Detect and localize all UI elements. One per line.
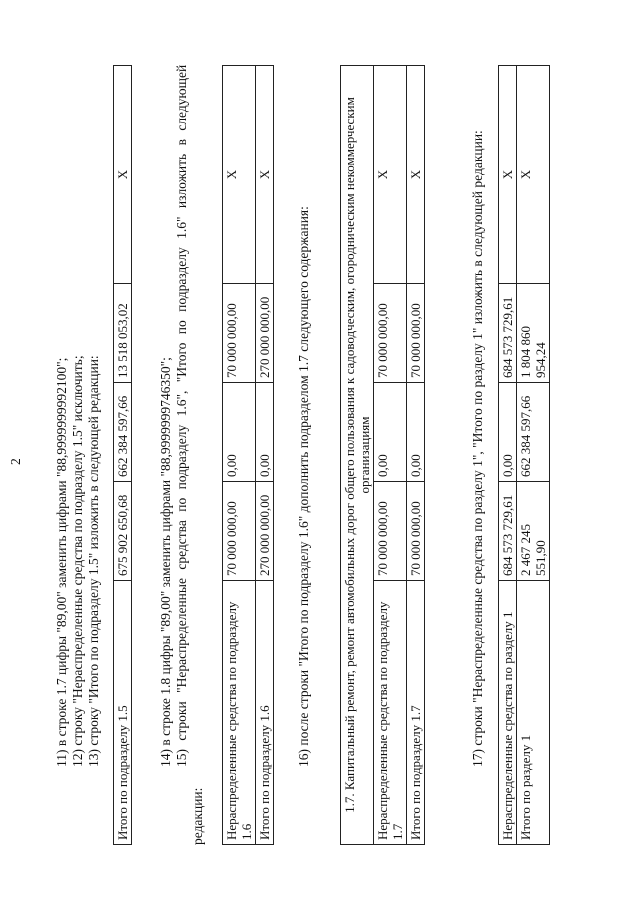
item-17: 17) строки "Нераспределенные средства по разделу 1", "Итого по разделу 1" изложить в следующей редакции: [470, 130, 485, 767]
cell-value-1: 70 000 000,00 [407, 482, 425, 581]
table-row [374, 66, 407, 845]
cell-value-1: 270 000 000,00 [256, 482, 274, 581]
cell-value-1: 70 000 000,00 [374, 482, 407, 581]
cell-x: X [407, 66, 425, 284]
cell-value-2: 0,00 [223, 383, 256, 482]
table-row [114, 66, 132, 845]
cell-value-3: 70 000 000,00 [407, 284, 425, 383]
cell-value-3: 13 518 053,02 [114, 284, 132, 383]
cell-value-2: 0,00 [374, 383, 407, 482]
cell-value-1: 675 902 650,68 [114, 482, 132, 581]
table-subsection-1-7 [340, 65, 425, 845]
table-row [256, 66, 274, 845]
table-header-row [341, 66, 374, 845]
table-subsection-1-6 [222, 65, 274, 845]
cell-value-1: 2 467 245 551,90 [517, 482, 550, 581]
item-16: 16) после строки "Итого по подразделу 1.6" дополнить подразделом 1.7 следующего содержания: [296, 206, 311, 767]
cell-value-3: 270 000 000,00 [256, 284, 274, 383]
table-subsection-1-5 [113, 65, 132, 845]
row-label: Итого по подразделу 1.6 [256, 581, 274, 845]
row-label: Итого по подразделу 1.5 [114, 581, 132, 845]
cell-value-2: 662 384 597,66 [114, 383, 132, 482]
item-12: 12) строку "Нераспределенные средства по подразделу 1.5" исключить; [70, 355, 85, 767]
row-label: Нераспределенные средства по разделу 1 [499, 581, 517, 845]
item-14: 14) в строке 1.8 цифры "89,00" заменить цифрами "88,9999999746350"; [158, 357, 173, 767]
cell-x: X [114, 66, 132, 284]
item-13: 13) строку "Итого по подразделу 1.5" изложить в следующей редакции: [86, 355, 101, 767]
cell-x: X [517, 66, 550, 284]
page-number: 2 [8, 458, 23, 465]
cell-value-2: 0,00 [256, 383, 274, 482]
cell-value-3: 1 804 860 954,24 [517, 284, 550, 383]
cell-value-3: 70 000 000,00 [223, 284, 256, 383]
item-15-line2: редакции: [190, 787, 205, 845]
row-label: Нераспределенные средства по подразделу 1.6 [223, 581, 256, 845]
table-row [407, 66, 425, 845]
table-row [517, 66, 550, 845]
table-section-1 [498, 65, 550, 845]
cell-x: X [223, 66, 256, 284]
cell-value-1: 684 573 729,61 [499, 482, 517, 581]
cell-value-3: 684 573 729,61 [499, 284, 517, 383]
table-row [223, 66, 256, 845]
cell-value-2: 662 384 597,66 [517, 383, 550, 482]
cell-x: X [499, 66, 517, 284]
cell-x: X [374, 66, 407, 284]
row-label: Нераспределенные средства по подразделу 1.7 [374, 581, 407, 845]
row-label: Итого по разделу 1 [517, 581, 550, 845]
cell-value-3: 70 000 000,00 [374, 284, 407, 383]
item-15-line1: 15) строки "Нераспределенные средства по подразделу 1.6", "Итого по подразделу 1.6" изложить в следующей [174, 64, 189, 767]
row-label: Итого по подразделу 1.7 [407, 581, 425, 845]
cell-value-2: 0,00 [407, 383, 425, 482]
subsection-header: 1.7. Капитальный ремонт, ремонт автомобильных дорог общего пользования к садоводческим, огородническим некоммерческим организациям [341, 66, 374, 845]
cell-x: X [256, 66, 274, 284]
cell-value-1: 70 000 000,00 [223, 482, 256, 581]
item-11: 11) в строке 1.7 цифры "89,00" заменить цифрами "88,9999999992100"; [54, 357, 69, 767]
table-row [499, 66, 517, 845]
cell-value-2: 0,00 [499, 383, 517, 482]
